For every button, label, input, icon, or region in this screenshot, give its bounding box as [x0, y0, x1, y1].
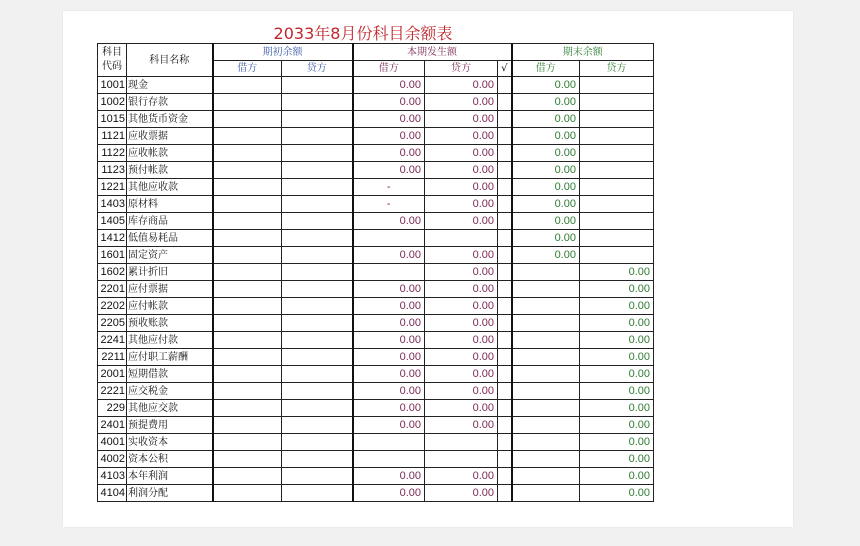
- account-name-cell[interactable]: 低值易耗品: [127, 230, 213, 247]
- opening-credit-cell[interactable]: [282, 349, 353, 366]
- check-cell[interactable]: [498, 94, 512, 111]
- account-code-cell[interactable]: 1405: [98, 213, 127, 230]
- closing-credit-cell[interactable]: 0.00: [580, 468, 654, 485]
- current-debit-cell[interactable]: 0.00: [353, 332, 425, 349]
- check-cell[interactable]: [498, 400, 512, 417]
- current-debit-cell[interactable]: 0.00: [353, 383, 425, 400]
- account-code-cell[interactable]: 2241: [98, 332, 127, 349]
- account-code-cell[interactable]: 2221: [98, 383, 127, 400]
- account-code-cell[interactable]: 1602: [98, 264, 127, 281]
- closing-credit-cell[interactable]: 0.00: [580, 434, 654, 451]
- current-credit-cell[interactable]: 0.00: [425, 468, 498, 485]
- opening-debit-cell[interactable]: [213, 94, 282, 111]
- header-check-mark[interactable]: √: [498, 61, 512, 77]
- table-row: [98, 264, 654, 281]
- table-row: [98, 281, 654, 298]
- table-row: [98, 213, 654, 230]
- current-debit-cell[interactable]: 0.00: [353, 366, 425, 383]
- current-credit-cell[interactable]: 0.00: [425, 400, 498, 417]
- current-credit-cell[interactable]: 0.00: [425, 485, 498, 502]
- closing-debit-cell[interactable]: [512, 264, 580, 281]
- closing-debit-cell[interactable]: [512, 383, 580, 400]
- closing-credit-cell[interactable]: 0.00: [580, 366, 654, 383]
- closing-credit-cell[interactable]: 0.00: [580, 383, 654, 400]
- closing-debit-cell[interactable]: [512, 349, 580, 366]
- current-credit-cell[interactable]: [425, 230, 498, 247]
- opening-credit-cell[interactable]: [282, 162, 353, 179]
- opening-debit-cell[interactable]: [213, 264, 282, 281]
- account-code-cell[interactable]: 1221: [98, 179, 127, 196]
- opening-credit-cell[interactable]: [282, 111, 353, 128]
- table-row: [98, 230, 654, 247]
- check-cell[interactable]: [498, 162, 512, 179]
- opening-debit-cell[interactable]: [213, 468, 282, 485]
- closing-credit-cell[interactable]: [580, 94, 654, 111]
- current-credit-cell[interactable]: 0.00: [425, 196, 498, 213]
- closing-debit-cell[interactable]: [512, 417, 580, 434]
- closing-credit-cell[interactable]: [580, 247, 654, 264]
- account-name-cell[interactable]: 预提费用: [127, 417, 213, 434]
- closing-credit-cell[interactable]: 0.00: [580, 417, 654, 434]
- check-cell[interactable]: [498, 434, 512, 451]
- check-cell[interactable]: [498, 315, 512, 332]
- closing-credit-cell[interactable]: 0.00: [580, 451, 654, 468]
- account-code-cell[interactable]: 1121: [98, 128, 127, 145]
- current-credit-cell[interactable]: 0.00: [425, 145, 498, 162]
- check-cell[interactable]: [498, 451, 512, 468]
- closing-debit-cell[interactable]: [512, 315, 580, 332]
- table-row: [98, 162, 654, 179]
- current-debit-cell[interactable]: 0.00: [353, 400, 425, 417]
- closing-debit-cell[interactable]: 0.00: [512, 213, 580, 230]
- opening-credit-cell[interactable]: [282, 366, 353, 383]
- closing-credit-cell[interactable]: [580, 162, 654, 179]
- closing-debit-cell[interactable]: 0.00: [512, 162, 580, 179]
- current-credit-cell[interactable]: 0.00: [425, 298, 498, 315]
- opening-debit-cell[interactable]: [213, 298, 282, 315]
- closing-debit-cell[interactable]: 0.00: [512, 230, 580, 247]
- opening-credit-cell[interactable]: [282, 417, 353, 434]
- closing-debit-cell[interactable]: [512, 281, 580, 298]
- closing-debit-cell[interactable]: [512, 298, 580, 315]
- account-name-cell[interactable]: 预付帐款: [127, 162, 213, 179]
- current-debit-cell[interactable]: 0.00: [353, 128, 425, 145]
- current-debit-cell[interactable]: [353, 451, 425, 468]
- opening-credit-cell[interactable]: [282, 213, 353, 230]
- closing-debit-cell[interactable]: 0.00: [512, 128, 580, 145]
- current-credit-cell[interactable]: 0.00: [425, 383, 498, 400]
- closing-credit-cell[interactable]: [580, 128, 654, 145]
- current-debit-cell[interactable]: 0.00: [353, 145, 425, 162]
- account-code-cell[interactable]: 1122: [98, 145, 127, 162]
- current-debit-cell[interactable]: [353, 230, 425, 247]
- table-row: [98, 145, 654, 162]
- table-row: [98, 315, 654, 332]
- current-credit-cell[interactable]: 0.00: [425, 213, 498, 230]
- table-row: [98, 332, 654, 349]
- current-debit-cell[interactable]: 0.00: [353, 247, 425, 264]
- current-debit-cell[interactable]: 0.00: [353, 77, 425, 94]
- opening-credit-cell[interactable]: [282, 332, 353, 349]
- opening-credit-cell[interactable]: [282, 145, 353, 162]
- opening-credit-cell[interactable]: [282, 281, 353, 298]
- table-row: [98, 417, 654, 434]
- current-debit-cell[interactable]: 0.00: [353, 315, 425, 332]
- header-closing-balance[interactable]: 期末余额: [512, 44, 654, 61]
- header-opening-balance[interactable]: 期初余额: [213, 44, 353, 61]
- check-cell[interactable]: [498, 247, 512, 264]
- closing-credit-cell[interactable]: [580, 111, 654, 128]
- current-debit-cell[interactable]: 0.00: [353, 213, 425, 230]
- closing-debit-cell[interactable]: 0.00: [512, 77, 580, 94]
- account-name-cell[interactable]: 短期借款: [127, 366, 213, 383]
- closing-debit-cell[interactable]: 0.00: [512, 247, 580, 264]
- table-row: [98, 196, 654, 213]
- table-row: [98, 383, 654, 400]
- opening-debit-cell[interactable]: [213, 111, 282, 128]
- closing-credit-cell[interactable]: 0.00: [580, 281, 654, 298]
- closing-credit-cell[interactable]: [580, 230, 654, 247]
- current-credit-cell[interactable]: 0.00: [425, 349, 498, 366]
- account-name-cell[interactable]: 库存商品: [127, 213, 213, 230]
- table-row: [98, 77, 654, 94]
- account-name-cell[interactable]: 预收账款: [127, 315, 213, 332]
- opening-debit-cell[interactable]: [213, 162, 282, 179]
- opening-debit-cell[interactable]: [213, 451, 282, 468]
- closing-debit-cell[interactable]: 0.00: [512, 111, 580, 128]
- account-name-cell[interactable]: 累计折旧: [127, 264, 213, 281]
- check-cell[interactable]: [498, 366, 512, 383]
- current-credit-cell[interactable]: 0.00: [425, 366, 498, 383]
- table-row: [98, 349, 654, 366]
- table-row: [98, 400, 654, 417]
- current-debit-cell[interactable]: 0.00: [353, 111, 425, 128]
- table-row: [98, 468, 654, 485]
- opening-debit-cell[interactable]: [213, 77, 282, 94]
- current-credit-cell[interactable]: [425, 451, 498, 468]
- current-debit-cell[interactable]: 0.00: [353, 417, 425, 434]
- account-name-cell[interactable]: 其他应收款: [127, 179, 213, 196]
- account-code-cell[interactable]: 2202: [98, 298, 127, 315]
- account-code-cell[interactable]: 2001: [98, 366, 127, 383]
- opening-credit-cell[interactable]: [282, 400, 353, 417]
- closing-debit-cell[interactable]: [512, 332, 580, 349]
- current-credit-cell[interactable]: 0.00: [425, 128, 498, 145]
- current-credit-cell[interactable]: 0.00: [425, 179, 498, 196]
- opening-debit-cell[interactable]: [213, 247, 282, 264]
- closing-debit-cell[interactable]: [512, 451, 580, 468]
- opening-debit-cell[interactable]: [213, 366, 282, 383]
- closing-debit-cell[interactable]: 0.00: [512, 196, 580, 213]
- opening-credit-cell[interactable]: [282, 485, 353, 502]
- account-name-cell[interactable]: 应收帐款: [127, 145, 213, 162]
- account-name-cell[interactable]: 资本公积: [127, 451, 213, 468]
- check-cell[interactable]: [498, 264, 512, 281]
- opening-credit-cell[interactable]: [282, 196, 353, 213]
- closing-credit-cell[interactable]: [580, 213, 654, 230]
- opening-credit-cell[interactable]: [282, 468, 353, 485]
- opening-credit-cell[interactable]: [282, 298, 353, 315]
- current-credit-cell[interactable]: 0.00: [425, 247, 498, 264]
- header-opening-debit[interactable]: 借方: [213, 61, 282, 77]
- opening-credit-cell[interactable]: [282, 383, 353, 400]
- closing-credit-cell[interactable]: 0.00: [580, 264, 654, 281]
- check-cell[interactable]: [498, 417, 512, 434]
- closing-debit-cell[interactable]: [512, 400, 580, 417]
- closing-debit-cell[interactable]: [512, 468, 580, 485]
- account-name-cell[interactable]: 固定资产: [127, 247, 213, 264]
- current-debit-cell[interactable]: 0.00: [353, 94, 425, 111]
- header-row-top: [98, 44, 654, 61]
- table-row: [98, 179, 654, 196]
- account-name-cell[interactable]: 其他应付款: [127, 332, 213, 349]
- table-row: [98, 366, 654, 383]
- opening-debit-cell[interactable]: [213, 128, 282, 145]
- account-name-cell[interactable]: 应交税金: [127, 383, 213, 400]
- account-code-cell[interactable]: 1001: [98, 77, 127, 94]
- account-name-cell[interactable]: 应付职工薪酬: [127, 349, 213, 366]
- report-title: 2033年8月份科目余额表: [273, 24, 453, 43]
- account-code-cell[interactable]: 2205: [98, 315, 127, 332]
- current-debit-cell[interactable]: 0.00: [353, 468, 425, 485]
- header-code[interactable]: 科目 代码: [98, 44, 127, 77]
- account-name-cell[interactable]: 银行存款: [127, 94, 213, 111]
- current-debit-cell[interactable]: 0.00: [353, 349, 425, 366]
- check-cell[interactable]: [498, 349, 512, 366]
- account-code-cell[interactable]: 4001: [98, 434, 127, 451]
- table-row: [98, 111, 654, 128]
- account-name-cell[interactable]: 其他应交款: [127, 400, 213, 417]
- current-debit-cell[interactable]: 0.00: [353, 298, 425, 315]
- account-code-cell[interactable]: 1002: [98, 94, 127, 111]
- current-debit-cell[interactable]: 0.00: [353, 162, 425, 179]
- opening-debit-cell[interactable]: [213, 179, 282, 196]
- header-account-name[interactable]: 科目名称: [127, 44, 213, 77]
- current-credit-cell[interactable]: 0.00: [425, 77, 498, 94]
- header-current-debit[interactable]: 借方: [353, 61, 425, 77]
- account-name-cell[interactable]: 本年利润: [127, 468, 213, 485]
- check-cell[interactable]: [498, 77, 512, 94]
- account-name-cell[interactable]: 实收资本: [127, 434, 213, 451]
- current-credit-cell[interactable]: 0.00: [425, 264, 498, 281]
- account-code-cell[interactable]: 1601: [98, 247, 127, 264]
- current-credit-cell[interactable]: 0.00: [425, 417, 498, 434]
- check-cell[interactable]: [498, 179, 512, 196]
- opening-debit-cell[interactable]: [213, 417, 282, 434]
- opening-debit-cell[interactable]: [213, 315, 282, 332]
- header-closing-credit[interactable]: 贷方: [580, 61, 654, 77]
- account-code-cell[interactable]: 229: [98, 400, 127, 417]
- opening-debit-cell[interactable]: [213, 434, 282, 451]
- header-current-activity[interactable]: 本期发生额: [353, 44, 512, 61]
- current-debit-cell[interactable]: [353, 264, 425, 281]
- closing-credit-cell[interactable]: 0.00: [580, 349, 654, 366]
- opening-debit-cell[interactable]: [213, 332, 282, 349]
- account-code-cell[interactable]: 2401: [98, 417, 127, 434]
- closing-debit-cell[interactable]: 0.00: [512, 94, 580, 111]
- opening-credit-cell[interactable]: [282, 247, 353, 264]
- account-name-cell[interactable]: 应付票据: [127, 281, 213, 298]
- opening-debit-cell[interactable]: [213, 485, 282, 502]
- opening-credit-cell[interactable]: [282, 434, 353, 451]
- header-opening-credit[interactable]: 贷方: [282, 61, 353, 77]
- opening-debit-cell[interactable]: [213, 196, 282, 213]
- account-code-cell[interactable]: 1403: [98, 196, 127, 213]
- table-row: [98, 434, 654, 451]
- account-code-cell[interactable]: 4104: [98, 485, 127, 502]
- opening-credit-cell[interactable]: [282, 315, 353, 332]
- account-name-cell[interactable]: 其他货币资金: [127, 111, 213, 128]
- account-code-cell[interactable]: 4002: [98, 451, 127, 468]
- current-debit-cell[interactable]: 0.00: [353, 485, 425, 502]
- closing-credit-cell[interactable]: 0.00: [580, 298, 654, 315]
- current-credit-cell[interactable]: 0.00: [425, 315, 498, 332]
- opening-debit-cell[interactable]: [213, 400, 282, 417]
- check-cell[interactable]: [498, 485, 512, 502]
- check-cell[interactable]: [498, 298, 512, 315]
- current-debit-cell[interactable]: -: [353, 196, 425, 213]
- table-row: [98, 247, 654, 264]
- opening-debit-cell[interactable]: [213, 230, 282, 247]
- table-row: [98, 128, 654, 145]
- closing-credit-cell[interactable]: [580, 77, 654, 94]
- closing-credit-cell[interactable]: [580, 179, 654, 196]
- check-cell[interactable]: [498, 281, 512, 298]
- current-credit-cell[interactable]: 0.00: [425, 94, 498, 111]
- opening-credit-cell[interactable]: [282, 128, 353, 145]
- check-cell[interactable]: [498, 332, 512, 349]
- check-cell[interactable]: [498, 111, 512, 128]
- closing-debit-cell[interactable]: [512, 434, 580, 451]
- closing-credit-cell[interactable]: 0.00: [580, 400, 654, 417]
- opening-credit-cell[interactable]: [282, 179, 353, 196]
- opening-credit-cell[interactable]: [282, 94, 353, 111]
- table-row: [98, 485, 654, 502]
- closing-credit-cell[interactable]: [580, 196, 654, 213]
- current-credit-cell[interactable]: 0.00: [425, 111, 498, 128]
- closing-credit-cell[interactable]: 0.00: [580, 315, 654, 332]
- check-cell[interactable]: [498, 468, 512, 485]
- account-name-cell[interactable]: 现金: [127, 77, 213, 94]
- opening-credit-cell[interactable]: [282, 230, 353, 247]
- closing-debit-cell[interactable]: [512, 366, 580, 383]
- opening-credit-cell[interactable]: [282, 77, 353, 94]
- balance-table: [97, 43, 654, 502]
- account-code-cell[interactable]: 1015: [98, 111, 127, 128]
- closing-debit-cell[interactable]: 0.00: [512, 145, 580, 162]
- header-current-credit[interactable]: 贷方: [425, 61, 498, 77]
- opening-debit-cell[interactable]: [213, 349, 282, 366]
- account-code-cell[interactable]: 2211: [98, 349, 127, 366]
- current-debit-cell[interactable]: [353, 434, 425, 451]
- account-code-cell[interactable]: 1123: [98, 162, 127, 179]
- current-credit-cell[interactable]: [425, 434, 498, 451]
- closing-credit-cell[interactable]: [580, 145, 654, 162]
- current-debit-cell[interactable]: 0.00: [353, 281, 425, 298]
- table-row: [98, 451, 654, 468]
- table-row: [98, 94, 654, 111]
- check-cell[interactable]: [498, 145, 512, 162]
- closing-debit-cell[interactable]: 0.00: [512, 179, 580, 196]
- current-credit-cell[interactable]: 0.00: [425, 162, 498, 179]
- closing-debit-cell[interactable]: [512, 485, 580, 502]
- opening-debit-cell[interactable]: [213, 145, 282, 162]
- check-cell[interactable]: [498, 213, 512, 230]
- current-credit-cell[interactable]: 0.00: [425, 281, 498, 298]
- current-debit-cell[interactable]: -: [353, 179, 425, 196]
- check-cell[interactable]: [498, 196, 512, 213]
- check-cell[interactable]: [498, 128, 512, 145]
- opening-credit-cell[interactable]: [282, 451, 353, 468]
- header-closing-debit[interactable]: 借方: [512, 61, 580, 77]
- account-name-cell[interactable]: 利润分配: [127, 485, 213, 502]
- account-name-cell[interactable]: 原材料: [127, 196, 213, 213]
- opening-debit-cell[interactable]: [213, 213, 282, 230]
- account-name-cell[interactable]: 应付帐款: [127, 298, 213, 315]
- opening-debit-cell[interactable]: [213, 383, 282, 400]
- table-row: [98, 298, 654, 315]
- check-cell[interactable]: [498, 383, 512, 400]
- account-name-cell[interactable]: 应收票据: [127, 128, 213, 145]
- account-code-cell[interactable]: 4103: [98, 468, 127, 485]
- current-credit-cell[interactable]: 0.00: [425, 332, 498, 349]
- account-code-cell[interactable]: 2201: [98, 281, 127, 298]
- check-cell[interactable]: [498, 230, 512, 247]
- opening-credit-cell[interactable]: [282, 264, 353, 281]
- opening-debit-cell[interactable]: [213, 281, 282, 298]
- closing-credit-cell[interactable]: 0.00: [580, 485, 654, 502]
- account-code-cell[interactable]: 1412: [98, 230, 127, 247]
- closing-credit-cell[interactable]: 0.00: [580, 332, 654, 349]
